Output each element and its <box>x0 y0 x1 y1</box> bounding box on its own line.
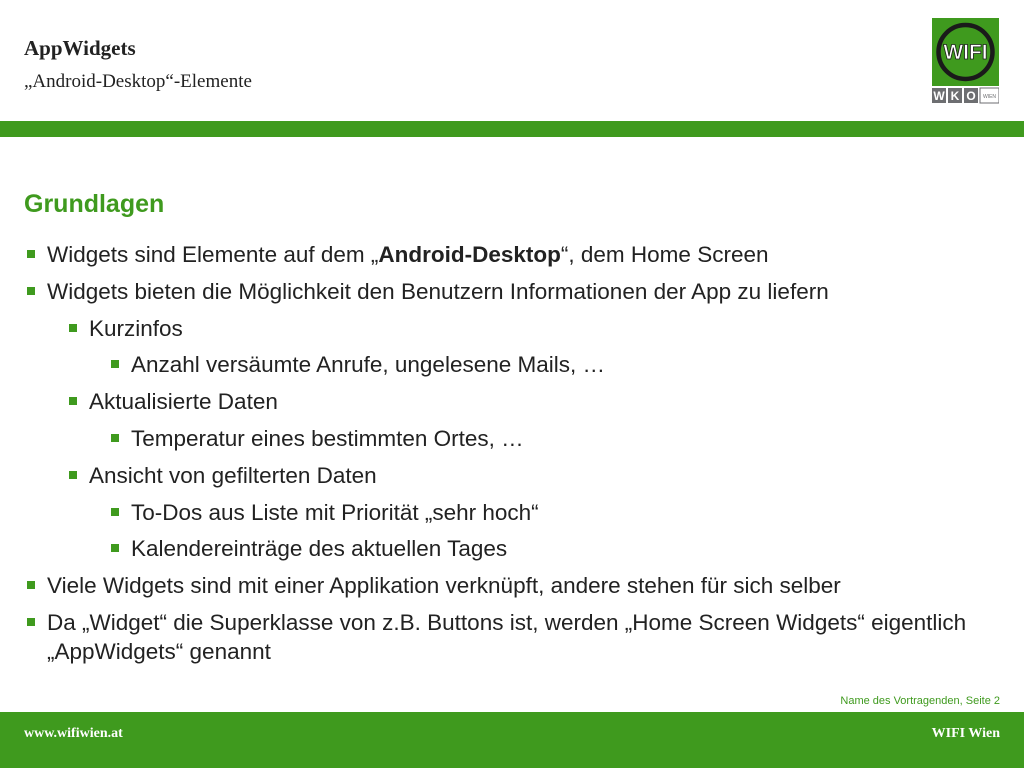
bullet-text: Anzahl versäumte Anrufe, ungelesene Mails, … <box>131 352 606 378</box>
bullet-square-icon <box>27 287 35 295</box>
sub-sub-bullet-item <box>24 498 1004 527</box>
bullet-text: Viele Widgets sind mit einer Applikation verknüpft, andere stehen für sich selber <box>47 573 841 599</box>
bullet-text: Temperatur eines bestimmten Ortes, … <box>131 425 524 451</box>
bullet-item <box>24 277 1004 306</box>
sub-sub-bullet-item <box>24 424 1004 453</box>
sub-bullet-item <box>24 314 1004 343</box>
bullet-square-icon <box>69 471 77 479</box>
presentation-title: AppWidgets <box>24 36 136 60</box>
sub-bullet-item <box>24 461 1004 490</box>
presentation-subtitle: „Android-Desktop“-Elemente <box>24 71 252 92</box>
bullet-text: Widgets bieten die Möglichkeit den Benutzern Informationen der App zu liefern <box>47 278 829 304</box>
speaker-page-note: Name des Vortragenden, Seite 2 <box>840 695 1000 707</box>
bullet-text: “, dem Home Screen <box>560 242 769 267</box>
bullet-square-icon <box>69 324 77 332</box>
bullet-text: Ansicht von gefilterten Daten <box>89 462 377 488</box>
bullet-bold-text: Android-Desktop <box>378 242 561 267</box>
bullet-square-icon <box>27 618 35 626</box>
bullet-text: To-Dos aus Liste mit Priorität „sehr hoch“ <box>131 499 539 525</box>
bullet-square-icon <box>111 360 119 368</box>
sub-bullet-item <box>24 387 1004 416</box>
bullet-item <box>24 608 1004 666</box>
bullet-item <box>24 240 1004 269</box>
bullet-list <box>24 240 1004 674</box>
bullet-square-icon <box>111 544 119 552</box>
logo-main-text: WIFI <box>943 41 988 64</box>
logo-letter-o: O <box>966 89 976 103</box>
bullet-text: Da „Widget“ die Superklasse von z.B. Buttons ist, werden „Home Screen Widgets“ eigentlich „AppWidgets“ genannt <box>47 609 967 664</box>
footer-green-band <box>0 712 1024 768</box>
wifi-wko-logo <box>932 18 999 104</box>
bullet-square-icon <box>69 397 77 405</box>
footer-organization: WIFI Wien <box>931 726 1000 741</box>
footer-url-link[interactable]: www.wifiwien.at <box>24 726 123 741</box>
sub-sub-bullet-item <box>24 350 1004 379</box>
bullet-square-icon <box>111 434 119 442</box>
logo-sub-text: WIEN <box>982 94 997 100</box>
bullet-square-icon <box>111 508 119 516</box>
bullet-text: Aktualisierte Daten <box>89 389 278 415</box>
bullet-text: Widgets sind Elemente auf dem „ <box>47 242 379 267</box>
logo-letter-w: W <box>933 89 945 103</box>
header-green-band <box>0 121 1024 137</box>
bullet-item <box>24 571 1004 600</box>
bullet-square-icon <box>27 250 35 258</box>
sub-sub-bullet-item <box>24 534 1004 563</box>
logo-letter-k: K <box>950 89 960 103</box>
section-title: Grundlagen <box>24 190 165 218</box>
bullet-text: Kalendereinträge des aktuellen Tages <box>131 536 508 562</box>
bullet-text: Kurzinfos <box>89 315 183 341</box>
bullet-square-icon <box>27 581 35 589</box>
